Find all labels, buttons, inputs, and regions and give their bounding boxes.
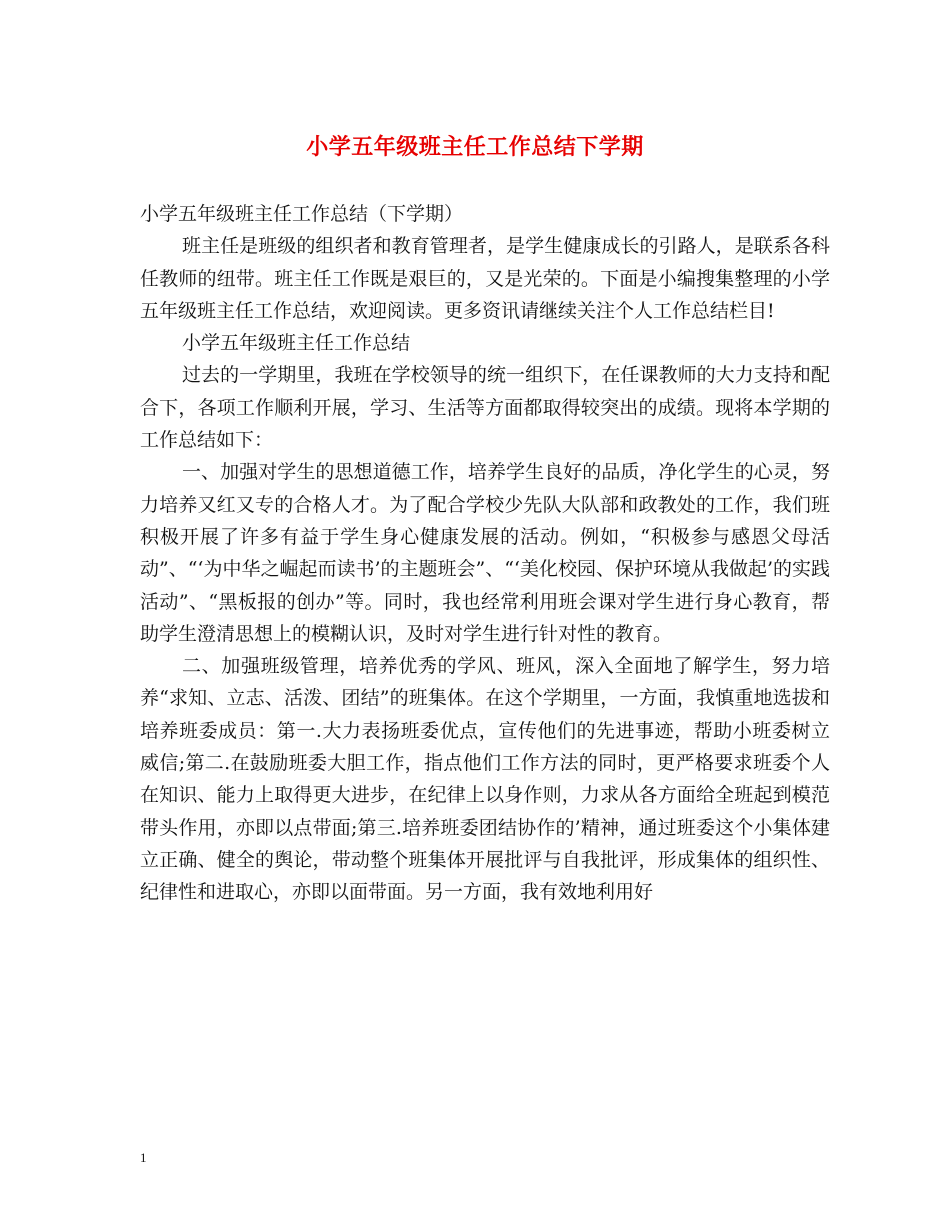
- paragraph-heading: 小学五年级班主任工作总结: [182, 332, 411, 355]
- paragraph-overview: 过去的一学期里，我班在学校领导的统一组织下，在任课教师的大力支持和配合下，各项工作顺利开展，学习、生活等方面都取得较突出的成绩。现将本学期的工作总结如下：: [140, 364, 830, 452]
- paragraph-intro: 班主任是班级的组织者和教育管理者，是学生健康成长的引路人，是联系各科任教师的纽带。班主任工作既是艰巨的，又是光荣的。下面是小编搜集整理的小学五年级班主任工作总结，欢迎阅读。更多资讯请继续关注个人工作总结栏目!: [140, 235, 830, 322]
- document-title: 小学五年级班主任工作总结下学期: [306, 134, 644, 160]
- paragraph-section-two: 二、加强班级管理，培养优秀的学风、班风，深入全面地了解学生，努力培养“求知、立志、活泼、团结”的班集体。在这个学期里，一方面，我慎重地选拔和培养班委成员：第一.大力表扬班委优点，宣传他们的先进事迹，帮助小班委树立威信;第二.在鼓励班委大胆工作，指点他们工作方法的同时，更严格要求班委个人在知识、能力上取得更大进步，在纪律上以身作则，力求从各方面给全班起到模范带头作用，亦即以点带面;第三.培养班委团结协作的’精神，通过班委这个小集体建立正确、健全的舆论，带动整个班集体开展批评与自我批评，形成集体的组织性、纪律性和进取心，亦即以面带面。另一方面，我有效地利用好: [140, 655, 830, 904]
- paragraph-subtitle: 小学五年级班主任工作总结（下学期）: [140, 203, 464, 225]
- paragraph-section-one: 一、加强对学生的思想道德工作，培养学生良好的品质，净化学生的心灵，努力培养又红又专的合格人才。为了配合学校少先队大队部和政教处的工作，我们班积极开展了许多有益于学生身心健康发展的活动。例如，“积极参与感恩父母活动”、“‘为中华之崛起而读书’的主题班会”、“‘美化校园、保护环境从我做起’的实践活动”、“黑板报的创办”等。同时，我也经常利用班会课对学生进行身心教育，帮助学生澄清思想上的模糊认识，及时对学生进行针对性的教育。: [140, 461, 831, 645]
- page-number: 1: [140, 1150, 147, 1165]
- document-body: [140, 198, 830, 909]
